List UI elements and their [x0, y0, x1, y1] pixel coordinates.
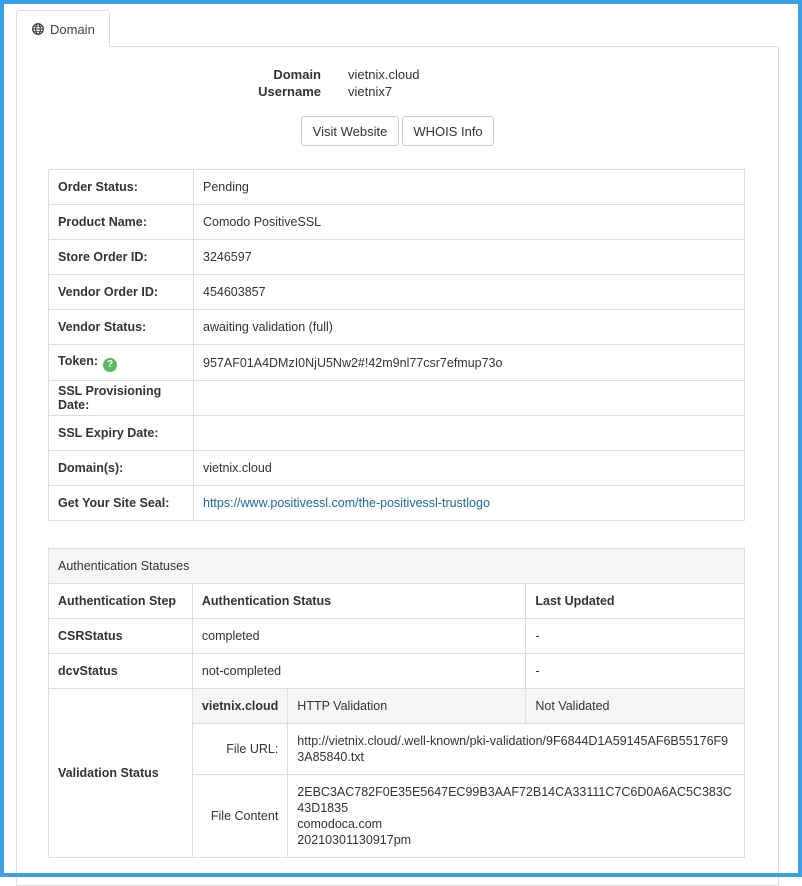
vendor-order-id-value: 454603857 [194, 275, 745, 310]
token-value: 957AF01A4DMzI0NjU5Nw2#!42m9nl77csr7efmup73o [194, 345, 745, 381]
validation-method: HTTP Validation [288, 689, 526, 724]
table-row [49, 275, 745, 310]
domains-value: vietnix.cloud [194, 451, 745, 486]
ssl-details-table [48, 169, 745, 521]
order-status-label: Order Status: [49, 170, 194, 205]
table-row [49, 310, 745, 345]
auth-step: dcvStatus [49, 654, 193, 689]
order-status-value: Pending [194, 170, 745, 205]
product-name-value: Comodo PositiveSSL [194, 205, 745, 240]
validation-row [49, 689, 745, 724]
table-header-row [49, 584, 745, 619]
store-order-id-value: 3246597 [194, 240, 745, 275]
auth-updated: - [526, 619, 745, 654]
file-content-timestamp: 20210301130917pm [297, 833, 412, 847]
col-last-updated: Last Updated [526, 584, 745, 619]
token-label: Token: [58, 353, 99, 368]
domain-value: vietnix.cloud [348, 67, 420, 82]
site-seal-link[interactable]: https://www.positivessl.com/the-positivessl-trustlogo [203, 496, 490, 510]
username-label: Username [258, 84, 321, 99]
whois-info-button[interactable]: WHOIS Info [402, 116, 494, 146]
site-seal-cell [194, 486, 745, 521]
table-row [49, 381, 745, 416]
help-icon[interactable]: ? [103, 358, 117, 372]
vendor-status-label: Vendor Status: [49, 310, 194, 345]
domain-label: Domain [273, 67, 321, 82]
table-row [49, 205, 745, 240]
table-row [49, 240, 745, 275]
table-row [49, 451, 745, 486]
authentication-statuses-table [48, 548, 745, 858]
col-auth-status: Authentication Status [192, 584, 526, 619]
ssl-expiry-value [194, 416, 745, 451]
token-label-cell [49, 345, 194, 381]
table-row [49, 170, 745, 205]
auth-step: CSRStatus [49, 619, 193, 654]
file-url-label: File URL: [192, 724, 287, 775]
file-content-label: File Content [192, 775, 287, 858]
visit-website-button[interactable]: Visit Website [301, 116, 399, 146]
col-auth-step: Authentication Step [49, 584, 193, 619]
table-title-row [49, 549, 745, 584]
username-value: vietnix7 [348, 84, 393, 99]
domains-label: Domain(s): [49, 451, 194, 486]
table-row [49, 416, 745, 451]
vendor-order-id-label: Vendor Order ID: [49, 275, 194, 310]
auth-status: completed [192, 619, 526, 654]
ssl-provisioning-label: SSL Provisioning Date: [49, 381, 194, 416]
auth-title: Authentication Statuses [49, 549, 745, 584]
ssl-expiry-label: SSL Expiry Date: [49, 416, 194, 451]
tab-domain-label: Domain [50, 21, 95, 37]
domain-summary [0, 66, 802, 100]
table-row [49, 654, 745, 689]
file-content-value [288, 775, 745, 858]
table-row [49, 486, 745, 521]
validation-domain: vietnix.cloud [192, 689, 287, 724]
file-url-value: http://vietnix.cloud/.well-known/pki-validation/9F6844D1A59145AF6B55176F93A85840.txt [288, 724, 745, 775]
validation-state: Not Validated [526, 689, 745, 724]
globe-icon [32, 23, 44, 35]
auth-status: not-completed [192, 654, 526, 689]
file-content-hash: 2EBC3AC782F0E35E5647EC99B3AAF72B14CA33111C7C6D0A6AC5C383C43D1835 [297, 785, 732, 815]
ssl-provisioning-value [194, 381, 745, 416]
validation-status-label: Validation Status [49, 689, 193, 858]
product-name-label: Product Name: [49, 205, 194, 240]
table-row [49, 345, 745, 381]
file-content-ca: comodoca.com [297, 817, 383, 831]
table-row [49, 619, 745, 654]
site-seal-label: Get Your Site Seal: [49, 486, 194, 521]
vendor-status-value: awaiting validation (full) [194, 310, 745, 345]
tab-domain[interactable] [16, 10, 110, 47]
store-order-id-label: Store Order ID: [49, 240, 194, 275]
auth-updated: - [526, 654, 745, 689]
